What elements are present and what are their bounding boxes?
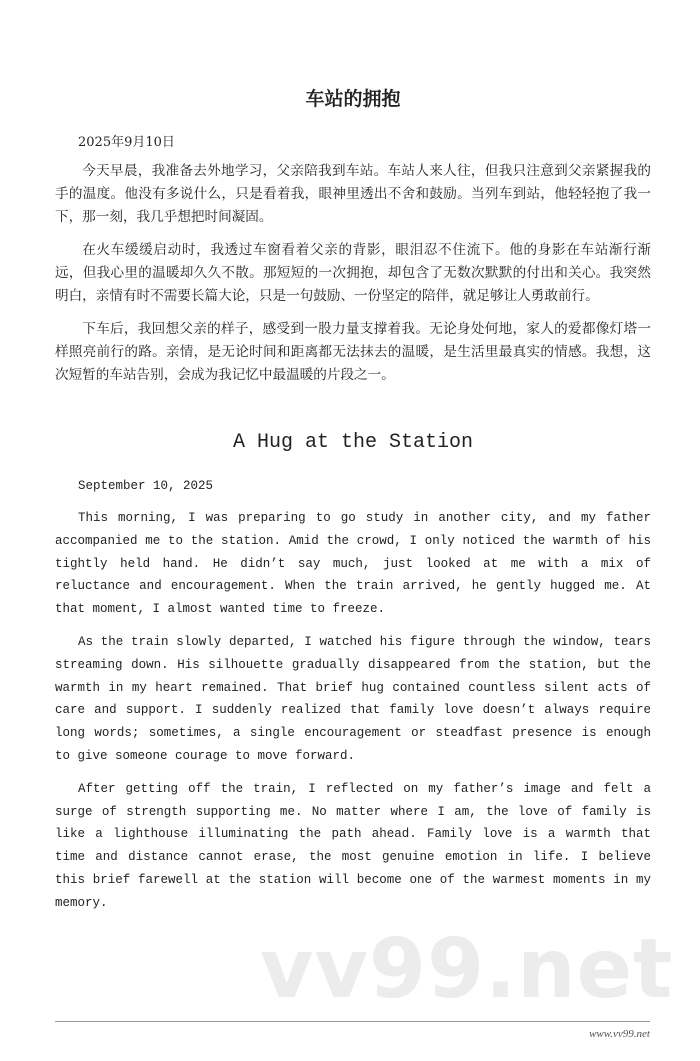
chinese-body — [55, 160, 651, 387]
chinese-title: 车站的拥抱 — [305, 88, 401, 110]
english-paragraph: As the train slowly departed, I watched his figure through the window, tears streaming down. His silhouette gradually disappeared from the station, but the warmth in my heart remained. That brief hug contained countless silent acts of care and support. I suddenly realized that family love doesn’t always require long words; sometimes, a single encouragement or steadfast presence is enough to give someone courage to move forward. — [55, 634, 651, 763]
english-date: September 10, 2025 — [78, 479, 214, 493]
footer-divider — [55, 1021, 650, 1022]
chinese-paragraph: 今天早晨，我准备去外地学习，父亲陪我到车站。车站人来人往，但我只注意到父亲紧握我的手的温度。他没有多说什么，只是看着我，眼神里透出不舍和鼓励。当列车到站，他轻轻抱了我一下，那一刻，我几乎想把时间凝固。 — [55, 163, 651, 225]
chinese-paragraph: 下车后，我回想父亲的样子，感受到一股力量支撑着我。无论身处何地，家人的爱都像灯塔一样照亮前行的路。亲情，是无论时间和距离都无法抹去的温暖，是生活里最真实的情感。我想，这次短暂的车站告别，会成为我记忆中最温暖的片段之一。 — [55, 321, 651, 383]
footer-url: www.vv99.net — [589, 1027, 650, 1040]
english-body — [55, 507, 651, 915]
watermark: vv99.net — [260, 921, 674, 1017]
english-paragraph: This morning, I was preparing to go study in another city, and my father accompanied me to the station. Amid the crowd, I only noticed the warmth of his tightly held hand. He didn’t say much, just looked at me with a mix of reluctance and encouragement. When the train arrived, he gently hugged me. At that moment, I almost wanted time to freeze. — [55, 511, 651, 617]
english-paragraph: After getting off the train, I reflected on my father’s image and felt a surge of strength supporting me. No matter where I am, the love of family is like a lighthouse illuminating the path ahead. Family love is a warmth that time and distance cannot erase, the most genuine emotion in life. I believe this brief farewell at the station will become one of the warmest moments in my memory. — [55, 781, 651, 910]
chinese-paragraph: 在火车缓缓启动时，我透过车窗看着父亲的背影，眼泪忍不住流下。他的身影在车站渐行渐远，但我心里的温暖却久久不散。那短短的一次拥抱，却包含了无数次默默的付出和关心。我突然明白，亲情有时不需要长篇大论，只是一句鼓励、一份坚定的陪伴，就足够让人勇敢前行。 — [55, 242, 651, 304]
english-title: A Hug at the Station — [232, 431, 474, 454]
chinese-date: 2025年9月10日 — [78, 135, 175, 150]
